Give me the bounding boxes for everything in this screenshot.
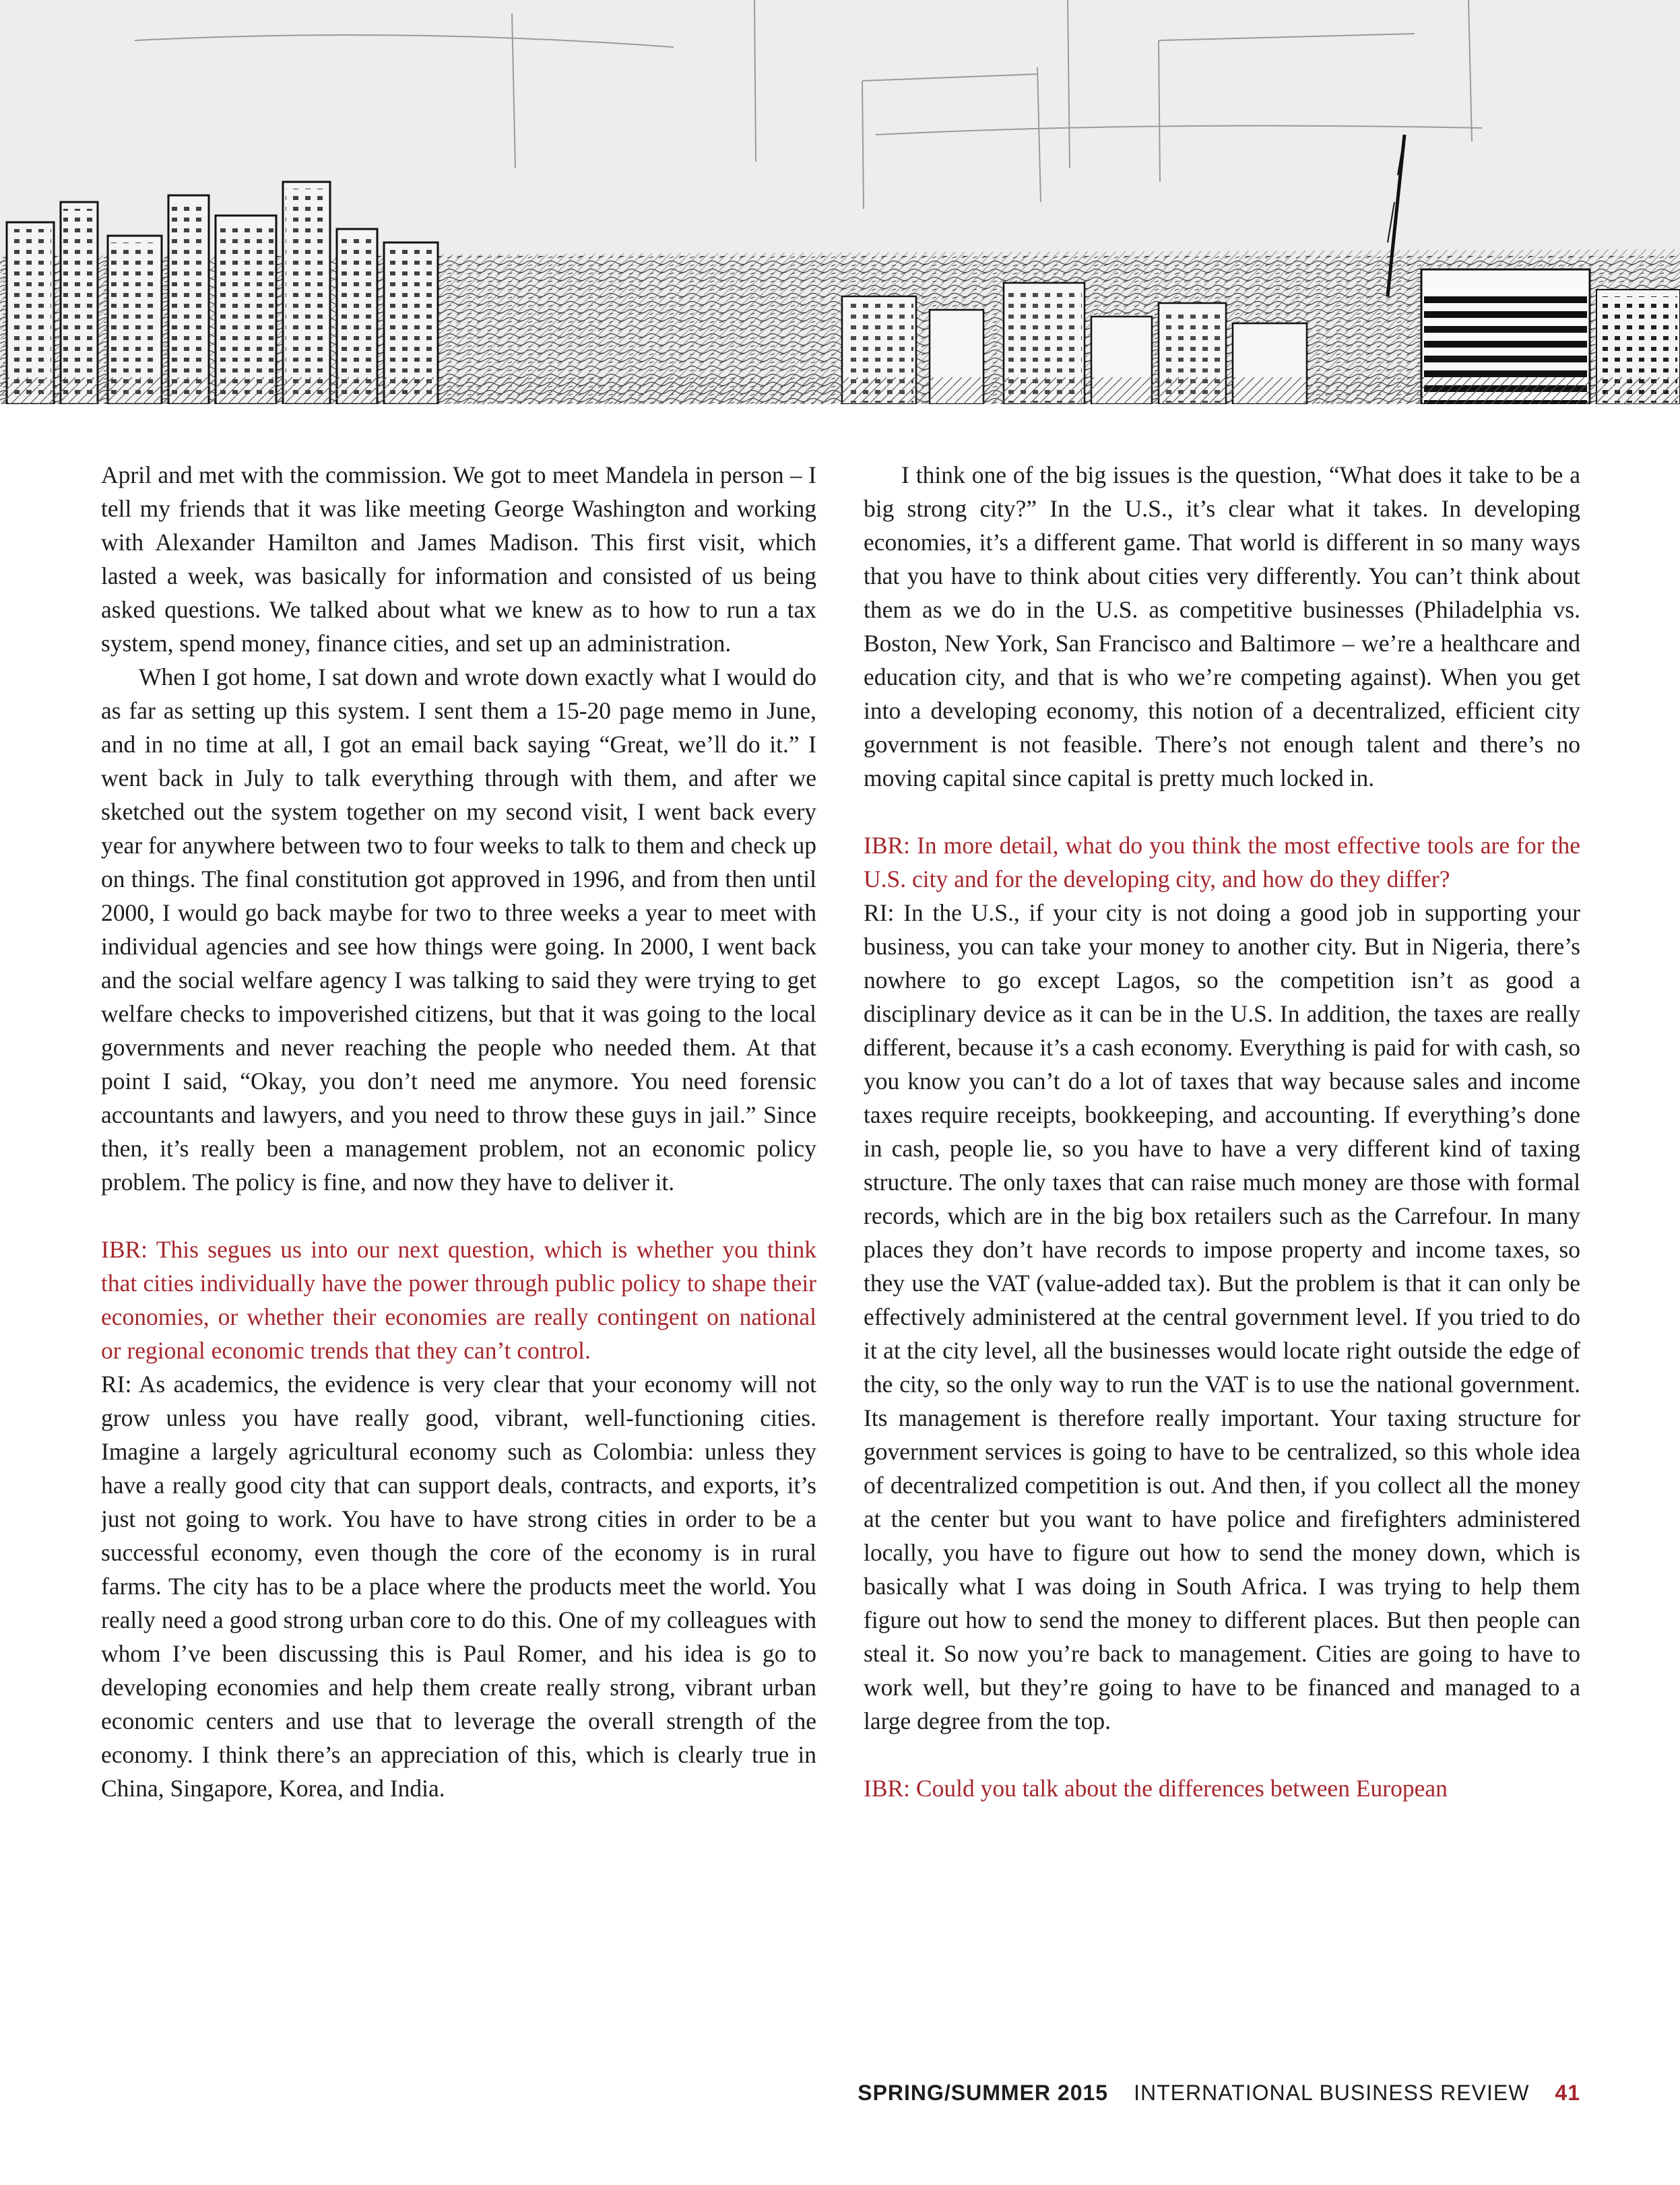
article-column-right bbox=[864, 458, 1580, 2007]
page-footer bbox=[858, 2076, 1580, 2110]
header-skyline-illustration bbox=[0, 0, 1680, 404]
interview-question: IBR: In more detail, what do you think the most effective tools are for the U.S. city and for the developing city, and how do they differ? bbox=[864, 832, 1580, 892]
paragraph: When I got home, I sat down and wrote down exactly what I would do as far as setting up this system. I sent them a 15-20 page memo in June, and in no time at all, I got an email back saying “Great, we’ll do it.” I went back in July to talk everything through with them, and after we sketched out the system together on my second visit, I went back every year for anywhere between two to four weeks to talk to them and check up on things. The final constitution got approved in 1996, and from then until 2000, I would go back maybe for two to three weeks a year to meet with individual agencies and see how things were going. In 2000, I went back and the social welfare agency I was talking to said they were trying to get welfare checks to impoverished citizens, but that it was going to the local governments and never reaching the people who needed them. At that point I said, “Okay, you don’t need me anymore. You need forensic accountants and lawyers, and you need to throw these guys in jail.” Since then, it’s really been a management problem, not an economic policy problem. The policy is fine, and now they have to deliver it. bbox=[101, 663, 816, 1196]
interview-question: IBR: Could you talk about the differences between European bbox=[864, 1775, 1448, 1802]
issue-season: SPRING/SUMMER 2015 bbox=[858, 2080, 1109, 2105]
interview-question: IBR: This segues us into our next question, which is whether you think that cities individually have the power through public policy to shape their economies, or whether their economies are really contingent on national or regional economic trends that they can’t control. bbox=[101, 1236, 816, 1364]
skyline-sketch bbox=[0, 0, 1680, 404]
page-number: 41 bbox=[1555, 2080, 1580, 2105]
interview-answer: RI: As academics, the evidence is very clear that your economy will not grow unless you have really good, vibrant, well-functioning cities. Imagine a largely agricultural economy such as Colombia: unless they have a really good city that can support deals, contracts, and exports, it’s just not going to work. You have to have strong cities in order to be a successful economy, even though the core of the economy is in rural farms. The city has to be a place where the products meet the world. You really need a good strong urban core to do this. One of my colleagues with whom I’ve been discussing this is Paul Romer, and his idea is go to developing economies and help them create really strong, vibrant urban economic centers and use that to leverage the overall strength of the economy. I think there’s an appreciation of this, which is clearly true in China, Singapore, Korea, and India. bbox=[101, 1371, 816, 1802]
paragraph: April and met with the commission. We got to meet Mandela in person – I tell my friends that it was like meeting George Washington and working with Alexander Hamilton and James Madison. This first visit, which lasted a week, was basically for information and consisted of us being asked questions. We talked about what we knew as to how to run a tax system, spend money, finance cities, and set up an administration. bbox=[101, 461, 816, 657]
interview-answer: RI: In the U.S., if your city is not doing a good job in supporting your business, you can take your money to another city. But in Nigeria, there’s nowhere to go except Lagos, so the competition isn’t as good a disciplinary device as it can be in the U.S. In addition, the taxes are really different, because it’s a cash economy. Everything is paid for with cash, so you know you can’t do a lot of taxes that way because sales and income taxes require receipts, bookkeeping, and accounting. If everything’s done in cash, people lie, so you have to have a very different kind of taxing structure. The only taxes that can raise much money are those with formal records, which are in the big box retailers such as the Carrefour. In many places they don’t have records to impose property and income taxes, so they use the VAT (value-added tax). But the problem is that it can only be effectively administered at the central government level. If you tried to do it at the city level, all the businesses would locate right outside the edge of the city, so the only way to run the VAT is to use the national government. Its management is therefore really important. Your taxing structure for government services is going to have to be centralized, so this whole idea of decentralized competition is out. And then, if you collect all the money at the center but you want to have police and firefighters administered locally, you have to figure out how to send the money down, which is basically what I was doing in South Africa. I was trying to help them figure out how to send the money to different places. But then people can steal it. So now you’re back to management. Cities are going to have to work well, but they’re going to have to be financed and managed to a large degree from the top. bbox=[864, 899, 1580, 1734]
paragraph: I think one of the big issues is the question, “What does it take to be a big strong city?” In the U.S., it’s clear what it takes. In developing economies, it’s a different game. That world is different in so many ways that you have to think about cities very differently. You can’t think about them as we do in the U.S. as competitive businesses (Philadelphia vs. Boston, New York, San Francisco and Baltimore – we’re a healthcare and education city, and that is who we’re competing against). When you get into a developing economy, this notion of a decentralized, efficient city government is not feasible. There’s not enough talent and there’s no moving capital since capital is pretty much locked in. bbox=[864, 461, 1580, 791]
publication-name: INTERNATIONAL BUSINESS REVIEW bbox=[1134, 2080, 1530, 2105]
article-column-left bbox=[101, 458, 816, 2007]
